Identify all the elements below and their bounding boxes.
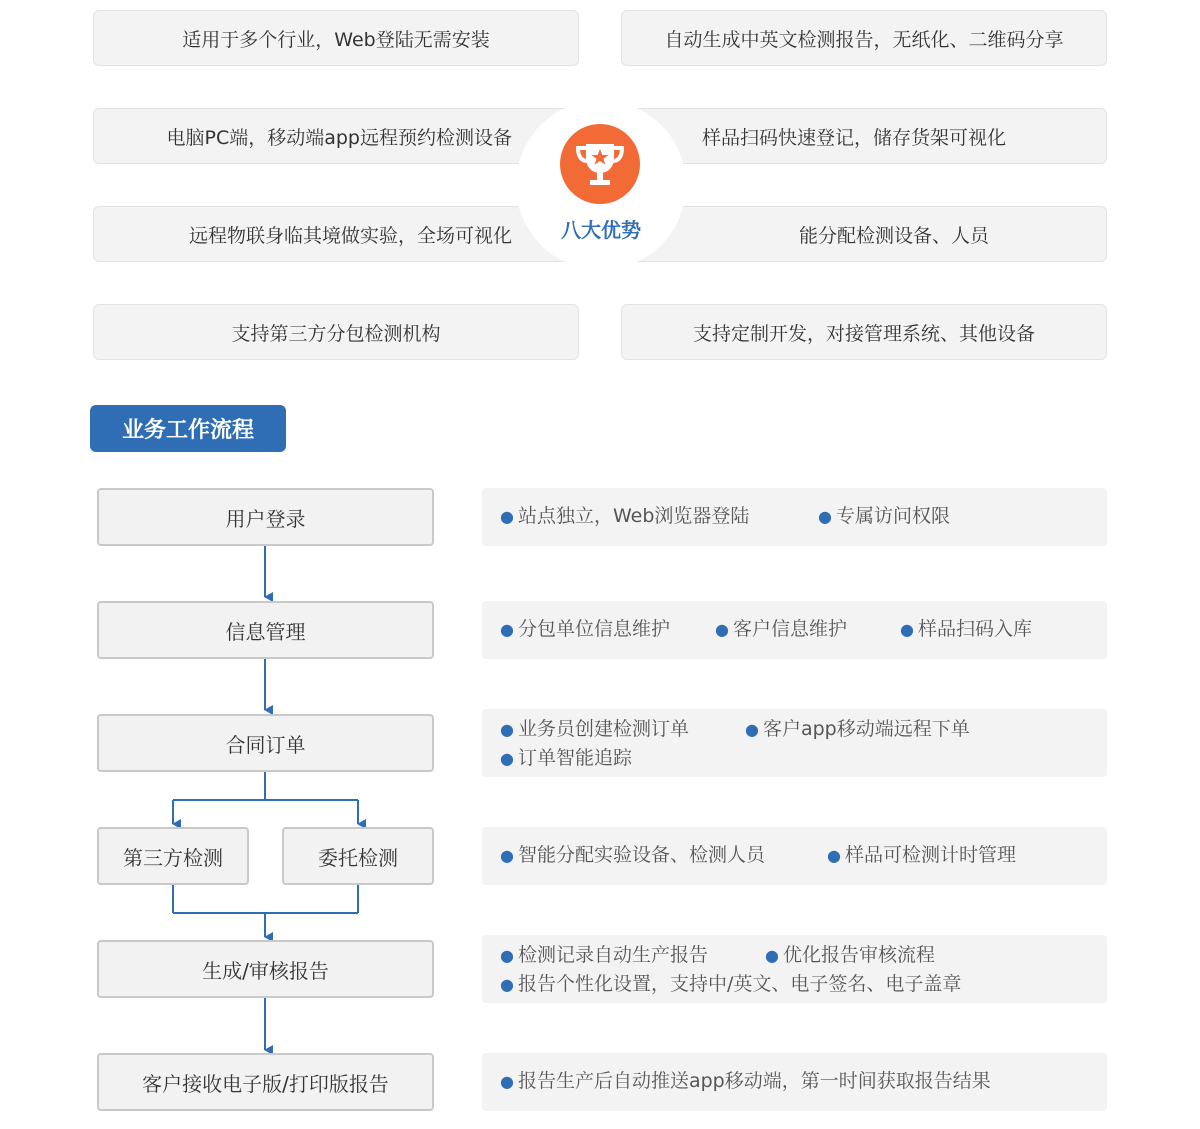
detail-bullet: ● 客户信息维护: [715, 618, 847, 640]
advantage-item: 样品扫码快速登记，储存货架可视化: [621, 108, 1107, 164]
advantage-item: 电脑PC端，移动端app远程预约检测设备: [93, 108, 579, 164]
detail-bullet: ● 报告个性化设置，支持中/英文、电子签名、电子盖章: [500, 973, 962, 995]
detail-bullet: ● 业务员创建检测订单: [500, 718, 689, 740]
advantages-title: 八大优势: [561, 218, 641, 242]
detail-bullet: ● 订单智能追踪: [500, 747, 632, 769]
step-info-management: 信息管理: [97, 601, 434, 659]
section-heading: 业务工作流程: [90, 405, 286, 452]
detail-receive: [482, 1053, 1107, 1111]
detail-bullet: ● 报告生产后自动推送app移动端，第一时间获取报告结果: [500, 1070, 991, 1092]
detail-testing: [482, 827, 1107, 885]
advantage-item: 支持第三方分包检测机构: [93, 304, 579, 360]
detail-bullet: ● 样品扫码入库: [900, 618, 1032, 640]
advantage-item: 能分配检测设备、人员: [621, 206, 1107, 262]
step-user-login: 用户登录: [97, 488, 434, 546]
step-receive-report: 客户接收电子版/打印版报告: [97, 1053, 434, 1111]
detail-bullet: ● 优化报告审核流程: [765, 944, 935, 966]
advantage-item: 自动生成中英文检测报告，无纸化、二维码分享: [621, 10, 1107, 66]
detail-info: [482, 601, 1107, 659]
detail-bullet: ● 样品可检测计时管理: [827, 844, 1016, 866]
detail-report: [482, 935, 1107, 1003]
step-third-party-testing: 第三方检测: [97, 827, 249, 885]
detail-bullet: ● 分包单位信息维护: [500, 618, 670, 640]
step-report-review: 生成/审核报告: [97, 940, 434, 998]
detail-bullet: ● 站点独立，Web浏览器登陆: [500, 505, 750, 527]
advantage-item: 支持定制开发，对接管理系统、其他设备: [621, 304, 1107, 360]
step-contract-order: 合同订单: [97, 714, 434, 772]
detail-login: [482, 488, 1107, 546]
advantage-item: 适用于多个行业，Web登陆无需安装: [93, 10, 579, 66]
advantage-item: 远程物联身临其境做实验，全场可视化: [93, 206, 579, 262]
detail-bullet: ● 检测记录自动生产报告: [500, 944, 708, 966]
detail-bullet: ● 客户app移动端远程下单: [745, 718, 970, 740]
detail-order: [482, 709, 1107, 777]
detail-bullet: ● 专属访问权限: [818, 505, 950, 527]
step-entrusted-testing: 委托检测: [282, 827, 434, 885]
detail-bullet: ● 智能分配实验设备、检测人员: [500, 844, 765, 866]
